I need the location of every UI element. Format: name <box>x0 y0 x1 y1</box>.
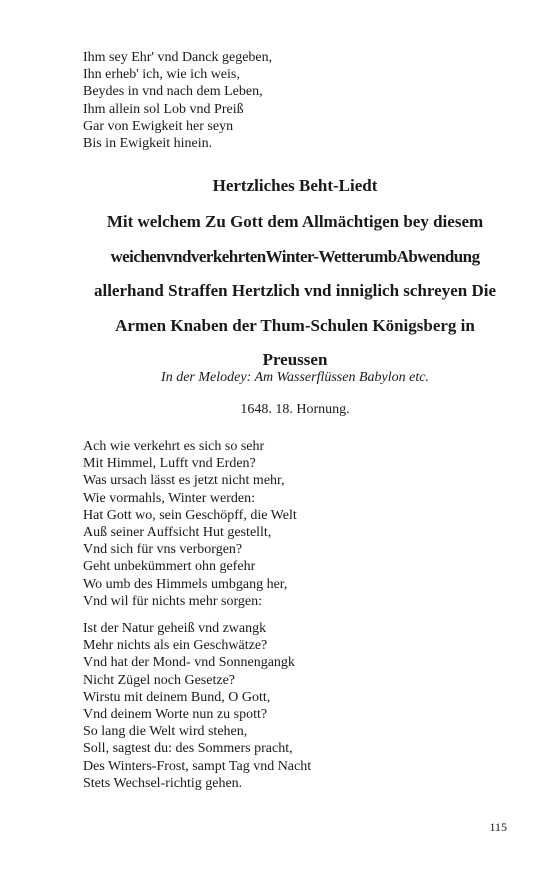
verse-line: So lang die Welt wird stehen, <box>83 724 248 740</box>
melody-note: In der Melodey: Am Wasserflüssen Babylon etc. <box>161 370 429 385</box>
verse-line: Geht unbekümmert ohn gefehr <box>83 559 256 575</box>
stanza-1 <box>83 438 503 610</box>
verse-line: Was ursach lässt es jetzt nicht mehr, <box>83 473 285 489</box>
subtitle-line: Mit welchem Zu Gott dem Allmächtigen bey diesem <box>106 212 484 231</box>
verse-line: Vnd sich für vns verborgen? <box>83 542 243 558</box>
poem-title: Hertzliches Beht-Liedt <box>212 176 378 195</box>
subtitle-line: Armen Knaben der Thum-Schulen Königsberg in <box>115 315 475 335</box>
page-number: 115 <box>489 820 507 834</box>
verse-line: Ist der Natur geheiß vnd zwangk <box>83 621 267 636</box>
verse-line: Beydes in vnd nach dem Leben, <box>83 84 263 100</box>
intro-stanza <box>83 49 503 152</box>
verse-line: Auß seiner Auffsicht Hut gestellt, <box>83 525 272 541</box>
verse-line: Vnd wil für nichts mehr sorgen: <box>83 593 262 609</box>
verse-line: Ach wie verkehrt es sich so sehr <box>83 439 265 454</box>
verse-line: Soll, sagtest du: des Sommers pracht, <box>83 741 293 757</box>
verse-line: Vnd hat der Mond- vnd Sonnengangk <box>83 655 295 671</box>
poem-subtitle <box>80 205 510 378</box>
subtitle-line: allerhand Straffen Hertzlich vnd inniglich schreyen Die <box>93 281 496 300</box>
verse-line: Wirstu mit deinem Bund, O Gott, <box>83 689 271 705</box>
verse-line: Mehr nichts als ein Geschwätze? <box>83 638 268 654</box>
verse-line: Bis in Ewigkeit hinein. <box>83 136 213 152</box>
verse-line: Nicht Zügel noch Gesetze? <box>83 672 235 688</box>
poem-date: 1648. 18. Hornung. <box>240 402 350 417</box>
subtitle-line: Preussen <box>262 350 328 369</box>
verse-line: Stets Wechsel-richtig gehen. <box>83 775 243 791</box>
verse-line: Ihn erheb' ich, wie ich weis, <box>83 67 240 83</box>
subtitle-line: weichenvndverkehrtenWinter-WetterumbAbwendung <box>110 246 480 266</box>
stanza-2 <box>83 620 503 792</box>
verse-line: Wie vormahls, Winter werden: <box>83 490 256 506</box>
verse-line: Hat Gott wo, sein Geschöpff, die Welt <box>83 507 297 523</box>
verse-line: Ihm allein sol Lob vnd Preiß <box>83 101 244 117</box>
verse-line: Ihm sey Ehr' vnd Danck gegeben, <box>83 50 273 65</box>
verse-line: Mit Himmel, Lufft vnd Erden? <box>83 456 256 472</box>
verse-line: Des Winters-Frost, sampt Tag vnd Nacht <box>83 758 312 774</box>
verse-line: Wo umb des Himmels umbgang her, <box>83 576 288 592</box>
verse-line: Vnd deinem Worte nun zu spott? <box>83 707 268 723</box>
verse-line: Gar von Ewigkeit her seyn <box>83 118 234 134</box>
